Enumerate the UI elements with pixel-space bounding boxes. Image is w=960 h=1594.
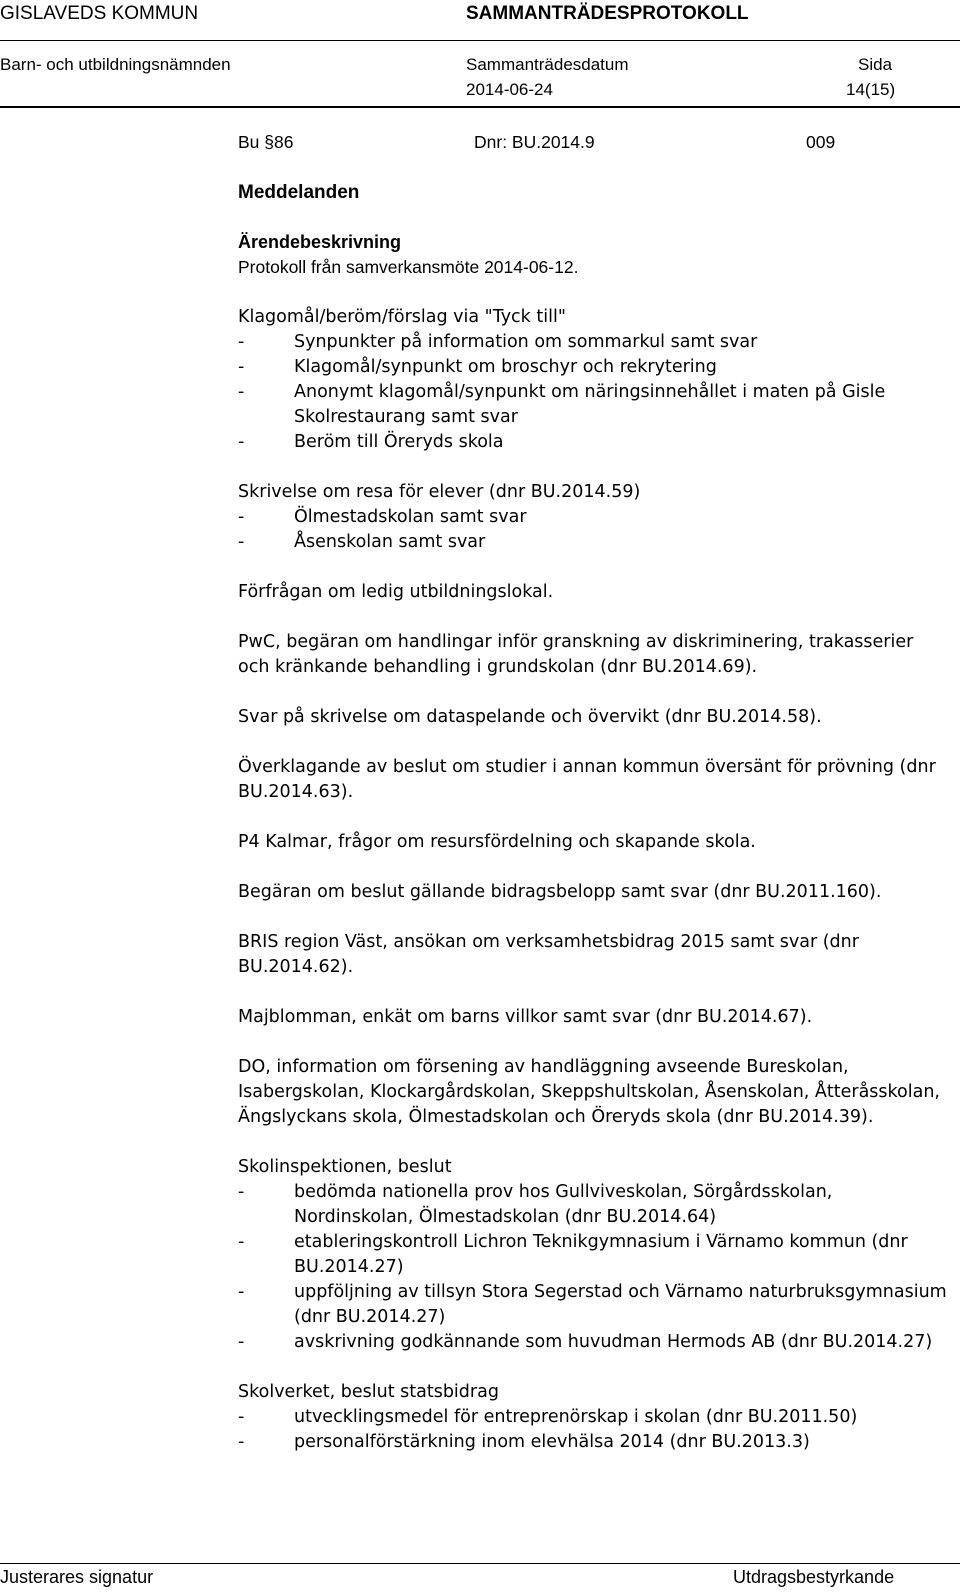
list-item: - uppföljning av tillsyn Stora Segerstad och Värnamo naturbruksgymnasium (dnr BU.2014.27) <box>238 1282 947 1327</box>
paragraph: DO, information om försening av handläggning avseende Bureskolan, Isabergskolan, Klockargårdskolan, Skeppshultskolan, Åsenskolan, Åtteråsskolan, Ängslyckans skola, Ölmestadskolan och Öreryds skola (dnr BU.2014.39). <box>238 1057 940 1127</box>
paragraph: Majblomman, enkät om barns villkor samt svar (dnr BU.2014.67). <box>238 1007 813 1027</box>
header-rule-top <box>0 40 960 41</box>
intro-text: Protokoll från samverkansmöte 2014-06-12. <box>238 257 579 277</box>
case-code: 009 <box>806 132 836 152</box>
case-dnr: Dnr: BU.2014.9 <box>474 132 595 152</box>
footer-extract-label: Utdragsbestyrkande <box>733 1567 895 1587</box>
paragraph: BRIS region Väst, ansökan om verksamhetsbidrag 2015 samt svar (dnr BU.2014.62). <box>238 932 859 977</box>
case-number: Bu §86 <box>238 132 294 152</box>
page-label: Sida <box>858 55 893 74</box>
list-item: - Åsenskolan samt svar <box>238 532 486 552</box>
list-item: - Ölmestadskolan samt svar <box>238 507 527 527</box>
block1-heading: Klagomål/beröm/förslag via "Tyck till" <box>238 307 566 327</box>
date-value: 2014-06-24 <box>466 80 553 99</box>
list-item: - Anonymt klagomål/synpunkt om näringsinnehållet i maten på Gisle Skolrestaurang samt svar <box>238 382 886 427</box>
case-line <box>238 130 948 155</box>
document-title: Meddelanden <box>238 182 360 203</box>
block2-heading: Skrivelse om resa för elever (dnr BU.2014.59) <box>238 482 641 502</box>
page-number: 14(15) <box>846 80 896 99</box>
section-heading: Ärendebeskrivning <box>238 232 402 252</box>
list-item: - Beröm till Öreryds skola <box>238 432 504 452</box>
footer-signature-label: Justerares signatur <box>0 1567 154 1587</box>
list-item: - Klagomål/synpunkt om broschyr och rekrytering <box>238 357 717 377</box>
paragraph: Begäran om beslut gällande bidragsbelopp samt svar (dnr BU.2011.160). <box>238 882 882 902</box>
paragraph: Överklagande av beslut om studier i annan kommun översänt för prövning (dnr BU.2014.63). <box>238 757 936 802</box>
list-item: - Synpunkter på information om sommarkul samt svar <box>238 332 758 352</box>
committee-name: Barn- och utbildningsnämnden <box>0 55 231 74</box>
date-label: Sammanträdesdatum <box>466 55 629 74</box>
block4-heading: Skolverket, beslut statsbidrag <box>238 1382 499 1402</box>
paragraph: Svar på skrivelse om dataspelande och övervikt (dnr BU.2014.58). <box>238 707 822 727</box>
paragraph: P4 Kalmar, frågor om resursfördelning och skapande skola. <box>238 832 756 852</box>
list-item: - etableringskontroll Lichron Teknikgymnasium i Värnamo kommun (dnr BU.2014.27) <box>238 1232 908 1277</box>
paragraph: Förfrågan om ledig utbildningslokal. <box>238 582 554 602</box>
list-item: - personalförstärkning inom elevhälsa 2014 (dnr BU.2013.3) <box>238 1432 810 1452</box>
block3-heading: Skolinspektionen, beslut <box>238 1157 452 1177</box>
document-body <box>238 130 948 1455</box>
list-item: - avskrivning godkännande som huvudman Hermods AB (dnr BU.2014.27) <box>238 1332 933 1352</box>
document-type: SAMMANTRÄDESPROTOKOLL <box>466 3 749 24</box>
header-rule-bottom <box>0 106 960 108</box>
list-item: - bedömda nationella prov hos Gullviveskolan, Sörgårdsskolan, Nordinskolan, Ölmestadskolan (dnr BU.2014.64) <box>238 1182 833 1227</box>
footer-rule <box>0 1563 960 1564</box>
list-item: - utvecklingsmedel för entreprenörskap i skolan (dnr BU.2011.50) <box>238 1407 858 1427</box>
org-name: GISLAVEDS KOMMUN <box>0 3 199 24</box>
paragraph: PwC, begäran om handlingar inför granskning av diskriminering, trakasserier och kränkande behandling i grundskolan (dnr BU.2014.69). <box>238 632 914 677</box>
